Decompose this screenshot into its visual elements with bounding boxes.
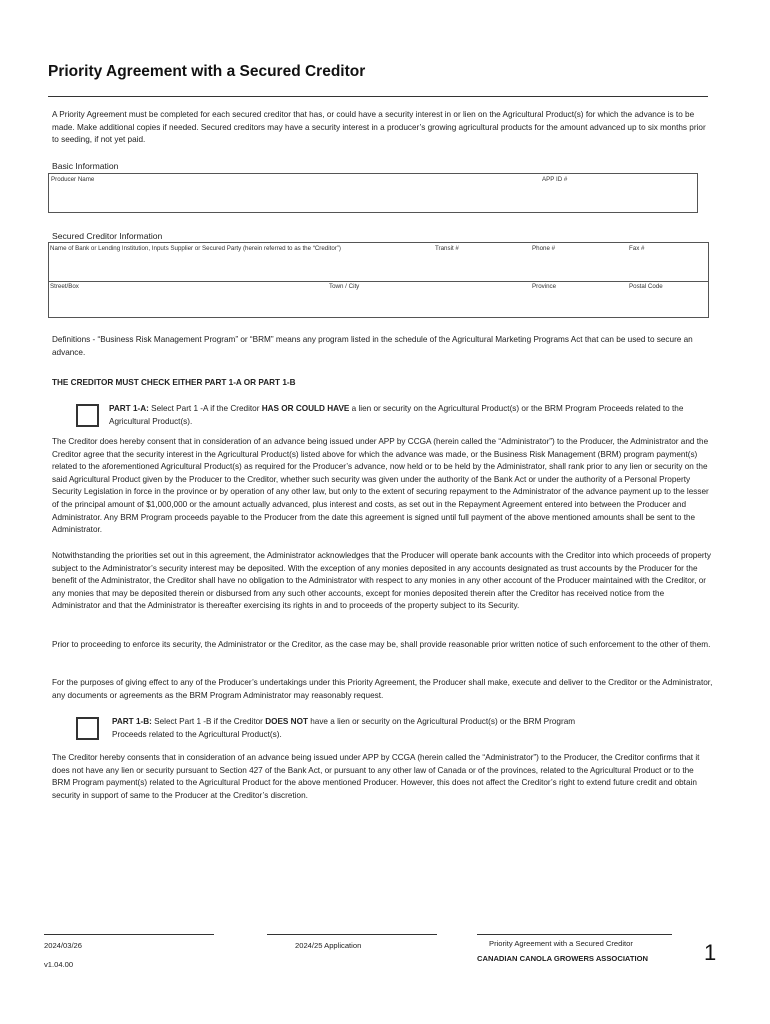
creditor-name-field[interactable] [50,253,430,279]
part-1b-checkbox[interactable] [76,717,99,740]
footer-date: 2024/03/26 [44,941,83,950]
phone-label: Phone # [532,245,556,252]
title-divider [48,96,708,97]
footer-org: CANADIAN CANOLA GROWERS ASSOCIATION [477,954,648,963]
part-1a-text-after: a lien or security on the Agricultural Product(s) or the BRM Program Proceeds related to the Agricultural Product(s). [109,404,684,426]
footer-rule-left [44,934,214,935]
part-1a-text [109,403,709,428]
app-id-field[interactable] [540,184,696,211]
footer-rule-center [267,934,437,935]
page-title: Priority Agreement with a Secured Creditor [48,63,366,80]
street-field[interactable] [50,291,274,316]
footer-version: v1.04.00 [44,960,74,969]
transit-field[interactable] [434,253,526,279]
intro-paragraph: A Priority Agreement must be completed for each secured creditor that has, or could have a security interest in or lien on the Agricultural Product(s) for which the advance is to be made. Make additional copies if needed. Secured creditors may have a security interest in a producer’s growing agricultural products for the amount advanced up to six months prior to seeding, if not yet paid. [52,110,706,145]
phone-field[interactable] [531,253,623,279]
part-1b-consent-paragraph: The Creditor hereby consents that in consideration of an advance being issued under APP by CCGA (herein called the “Administrator”) to the Producer, the Creditor confirms that it does not have any lien or security pursuant to Section 427 of the Bank Act, or pursuant to any other law of Canada or of the provinces, related to the Agricultural Product or to the BRM Program payment(s) related to the Agricultural Product for the above mentioned Producer. However, this does not affect the Creditor’s right to extend future credit and obtain security in support of same to the Producer at the Creditor’s discretion. [52,753,700,800]
part-1a-checkbox[interactable] [76,404,99,427]
part-1b-emphasis: DOES NOT [265,717,308,726]
footer-application: 2024/25 Application [295,941,362,950]
postal-code-field[interactable] [628,291,706,316]
postal-code-label: Postal Code [629,283,663,290]
producer-name-label: Producer Name [51,176,95,183]
page-number: 1 [704,940,717,965]
must-check-heading: THE CREDITOR MUST CHECK EITHER PART 1-A OR PART 1-B [52,378,296,387]
town-field[interactable] [328,291,526,316]
transit-label: Transit # [435,245,459,252]
part-1a-emphasis: HAS OR COULD HAVE [261,404,350,413]
part-1a-notice-paragraph: Prior to proceeding to enforce its security, the Administrator or the Creditor, as the case may be, shall provide reasonable prior written notice of such enforcement to the other of them. [52,640,711,649]
part-1a-label: PART 1-A: [109,404,149,413]
basic-info-heading: Basic Information [52,161,119,171]
part-1a-text-before: Select Part 1 -A if the Creditor [148,404,262,413]
producer-name-field[interactable] [50,184,530,211]
province-field[interactable] [531,291,623,316]
part-1b-text-after: have a lien or security on the Agricultural Product(s) or the BRM Program Proceeds related to the Agricultural Product(s). [112,717,576,739]
creditor-info-heading: Secured Creditor Information [52,231,163,241]
part-1a-accounts-paragraph: Notwithstanding the priorities set out in this agreement, the Administrator acknowledges that the Producer will operate bank accounts with the Creditor into which proceeds of property subject to the Administrator’s security interest may be deposited. With the exception of any monies deposited in any accounts designated as trust accounts by the Producer for the benefit of the Administrator, the Creditor shall have no obligation to the Administrator with respect to any monies in any other account of the Producer maintained with the Creditor, or any monies that may be deposited therein or disbursed from any such other accounts, except for monies deposited therein after the Creditor has received notice from the Administrator and that the Administrator is thereafter exercising its rights in and to proceeds of the property subject to its Security. [52,551,711,611]
footer-doc-title: Priority Agreement with a Secured Creditor [489,939,633,948]
creditor-name-label: Name of Bank or Lending Institution, Inputs Supplier or Secured Party (herein referred to as the “Creditor”) [50,245,341,252]
part-1b-text [112,716,582,741]
definitions-paragraph: Definitions - “Business Risk Management Program” or “BRM” means any program listed in the schedule of the Agricultural Marketing Programs Act that can be used to secure an advance. [52,335,693,357]
part-1a-undertakings-paragraph: For the purposes of giving effect to any of the Producer’s undertakings under this Priority Agreement, the Producer shall make, execute and deliver to the Creditor or the Administrator, any documents or agreements as the BRM Program Administrator may reasonably request. [52,678,713,700]
footer-rule-right [477,934,672,935]
creditor-box-divider [49,281,708,282]
app-id-label: APP ID # [542,176,568,183]
fax-label: Fax # [629,245,645,252]
part-1a-consent-paragraph: The Creditor does hereby consent that in consideration of an advance being issued under APP by CCGA (herein called the “Administrator”) to the Producer, the Administrator and the Creditor agree that the security interest in the Agricultural Product(s) listed above for which the advance was made, or the Business Risk Management (BRM) program payment(s) related to the aforementioned Agricultural Product(s) as required for the Producer’s advance, now held or to be held by the Administrator, shall rank prior to any lien or security on the said Agricultural Product given by the Producer to the Creditor, whether such security was given under the authority of the Bank Act or under the authority of a Personal Property Security Legislation in force in the province or by operation of any other law, but only to the extent of securing repayment to the Administrator of the advance payment up to the lesser of the principal amount of $1,000,000 or the amount actually advanced, plus interest and costs, as set out in the Repayment Agreement entered into between the Producer and Administrator. Any BRM Program proceeds payable to the Producer from the date this agreement is signed until full payment of the above mentioned amounts shall be sent to the Administrator. [52,437,709,535]
province-label: Province [532,283,557,290]
fax-field[interactable] [628,253,706,279]
part-1b-text-before: Select Part 1 -B if the Creditor [151,717,266,726]
part-1b-label: PART 1-B: [112,717,152,726]
street-label: Street/Box [50,283,79,290]
town-label: Town / City [329,283,360,290]
